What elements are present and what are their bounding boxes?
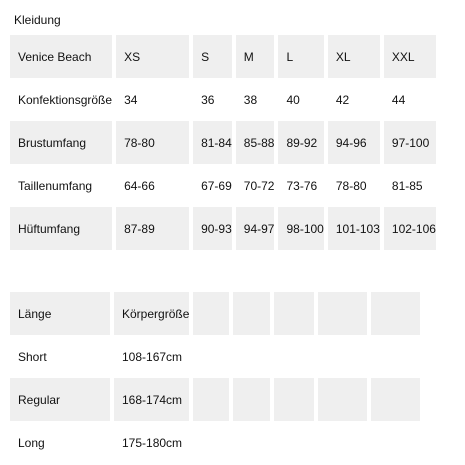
row-label-cell: Konfektionsgröße	[18, 92, 113, 107]
row-label-cell: Long	[18, 435, 45, 450]
row-label-cell: Hüftumfang	[10, 207, 112, 250]
table-cell: 44	[391, 92, 406, 107]
table-cell: 38	[243, 92, 258, 107]
brand-header-cell: Venice Beach	[10, 35, 112, 78]
table-cell: 87-89	[116, 207, 189, 250]
size-header-cell: M	[236, 35, 275, 78]
size-chart-table	[6, 35, 440, 250]
table-cell: 102-106	[384, 207, 436, 250]
table-row	[10, 207, 436, 250]
size-header-cell: L	[278, 35, 323, 78]
size-header-cell: S	[193, 35, 232, 78]
table-cell: 108-167cm	[122, 349, 183, 364]
empty-cell	[233, 421, 270, 464]
empty-cell	[233, 378, 270, 421]
table-cell: 78-80	[116, 121, 189, 164]
empty-cell	[193, 421, 229, 464]
empty-cell	[371, 292, 420, 335]
row-label-cell: Taillenumfang	[18, 178, 93, 193]
table-cell: 168-174cm	[114, 378, 189, 421]
empty-cell	[193, 292, 229, 335]
table-cell: 73-76	[286, 178, 318, 193]
table-row	[10, 421, 420, 464]
body-height-header-cell: Körpergröße	[114, 292, 189, 335]
empty-cell	[371, 421, 420, 464]
table-cell: 78-80	[335, 178, 367, 193]
length-chart-table	[6, 292, 424, 464]
table-cell: 42	[335, 92, 350, 107]
empty-cell	[318, 335, 367, 378]
table-cell: 97-100	[384, 121, 436, 164]
length-header-cell: Länge	[10, 292, 110, 335]
row-label-cell: Brustumfang	[10, 121, 112, 164]
empty-cell	[274, 335, 314, 378]
empty-cell	[318, 378, 367, 421]
empty-cell	[318, 292, 367, 335]
size-table-header-row	[10, 35, 436, 78]
section-title: Kleidung	[14, 13, 61, 27]
empty-cell	[193, 378, 229, 421]
empty-cell	[274, 378, 314, 421]
empty-cell	[318, 421, 367, 464]
table-cell: 175-180cm	[122, 435, 183, 450]
table-cell: 89-92	[278, 121, 323, 164]
table-cell: 81-84	[193, 121, 232, 164]
empty-cell	[274, 421, 314, 464]
table-cell: 70-72	[243, 178, 275, 193]
row-label-cell: Regular	[10, 378, 110, 421]
empty-cell	[193, 335, 229, 378]
empty-cell	[274, 292, 314, 335]
table-cell: 64-66	[124, 178, 155, 193]
table-row	[10, 121, 436, 164]
table-cell: 40	[286, 92, 300, 107]
empty-cell	[371, 378, 420, 421]
empty-cell	[233, 292, 270, 335]
table-cell: 67-69	[201, 178, 232, 193]
table-row	[10, 78, 436, 121]
size-header-cell: XXL	[384, 35, 436, 78]
table-row	[10, 378, 420, 421]
table-cell: 36	[201, 92, 215, 107]
table-cell: 94-96	[328, 121, 380, 164]
table-cell: 81-85	[391, 178, 423, 193]
size-header-cell: XL	[328, 35, 380, 78]
row-label-cell: Short	[18, 349, 47, 364]
empty-cell	[371, 335, 420, 378]
table-row	[10, 335, 420, 378]
table-row	[10, 164, 436, 207]
length-table-header-row	[10, 292, 420, 335]
size-header-cell: XS	[116, 35, 189, 78]
table-cell: 34	[124, 92, 138, 107]
table-cell: 85-88	[236, 121, 275, 164]
table-cell: 90-93	[193, 207, 232, 250]
table-cell: 98-100	[278, 207, 323, 250]
empty-cell	[233, 335, 270, 378]
table-cell: 101-103	[328, 207, 380, 250]
table-cell: 94-97	[236, 207, 275, 250]
